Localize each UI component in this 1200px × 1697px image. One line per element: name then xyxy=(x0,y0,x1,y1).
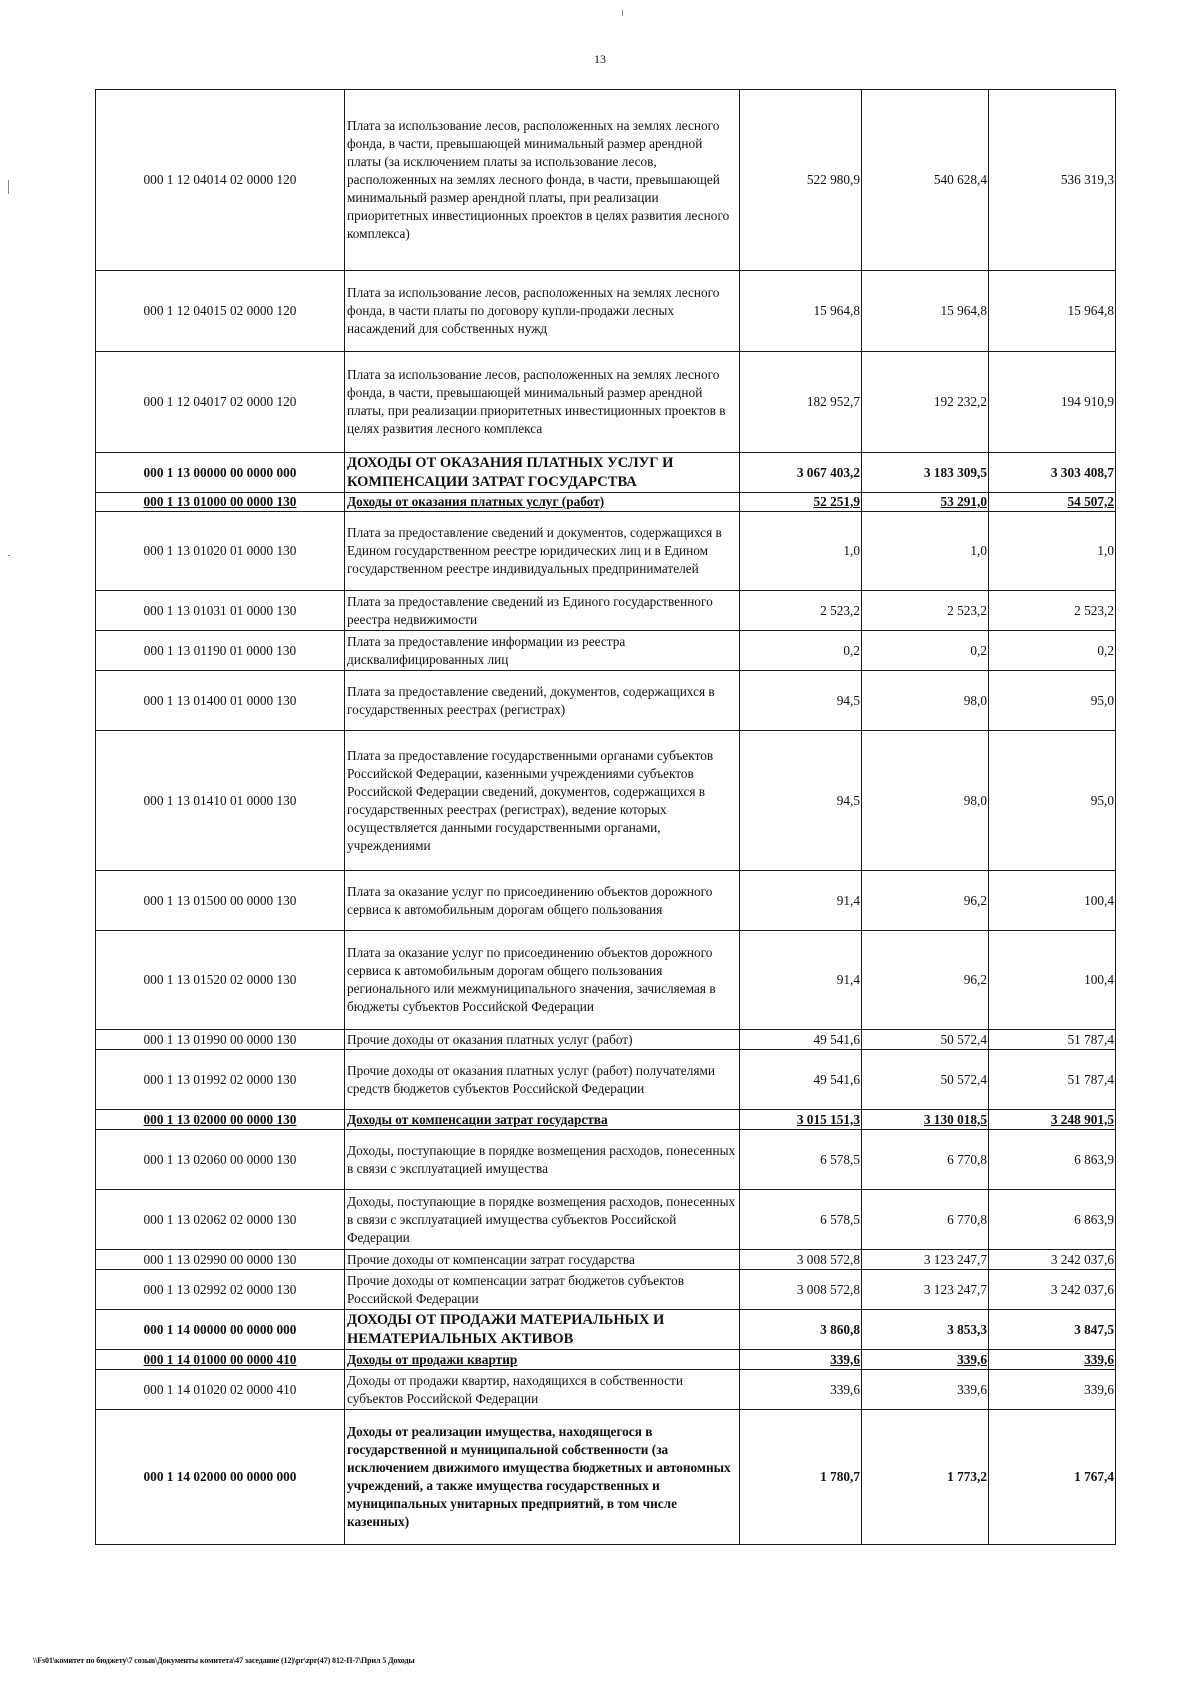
table-row xyxy=(96,931,1116,1030)
row-value-text: 53 291,0 xyxy=(940,494,987,509)
scan-edge-mark xyxy=(8,555,10,556)
row-value-1: 0,2 xyxy=(740,631,862,671)
table-row xyxy=(96,631,1116,671)
table-row xyxy=(96,671,1116,731)
row-description: Плата за предоставление информации из реестра дисквалифицированных лиц xyxy=(345,631,740,671)
row-code: 000 1 13 01990 00 0000 130 xyxy=(96,1030,345,1050)
row-value-2: 50 572,4 xyxy=(862,1030,989,1050)
row-value-2: 3 183 309,5 xyxy=(862,453,989,493)
table-row xyxy=(96,271,1116,352)
row-value-3: 3 847,5 xyxy=(989,1310,1116,1350)
row-code-text: 000 1 13 02000 00 0000 130 xyxy=(143,1111,297,1127)
table-row xyxy=(96,1130,1116,1190)
row-code: 000 1 14 00000 00 0000 000 xyxy=(96,1310,345,1350)
row-value-1: 91,4 xyxy=(740,871,862,931)
row-value-1: 15 964,8 xyxy=(740,271,862,352)
row-value-3: 3 242 037,6 xyxy=(989,1250,1116,1270)
row-description: Плата за оказание услуг по присоединению объектов дорожного сервиса к автомобильным дорогам общего пользования регионального или межмуниципального значения, зачисляемая в бюджеты субъектов Российской Федерации xyxy=(345,931,740,1030)
row-value-3: 1 767,4 xyxy=(989,1410,1116,1545)
row-value-2: 98,0 xyxy=(862,731,989,871)
row-value-3 xyxy=(989,493,1116,512)
table-row-subtotal xyxy=(96,1110,1116,1130)
row-value-1: 339,6 xyxy=(740,1370,862,1410)
row-value-text: 339,6 xyxy=(957,1351,987,1367)
row-description: ДОХОДЫ ОТ ПРОДАЖИ МАТЕРИАЛЬНЫХ И НЕМАТЕРИАЛЬНЫХ АКТИВОВ xyxy=(345,1310,740,1350)
row-value-text: 3 015 151,3 xyxy=(796,1111,860,1127)
row-value-2: 50 572,4 xyxy=(862,1050,989,1110)
row-code: 000 1 13 02062 02 0000 130 xyxy=(96,1190,345,1250)
row-description: Доходы, поступающие в порядке возмещения расходов, понесенных в связи с эксплуатацией имущества субъектов Российской Федерации xyxy=(345,1190,740,1250)
row-code: 000 1 13 01500 00 0000 130 xyxy=(96,871,345,931)
table-row xyxy=(96,1270,1116,1310)
table-row xyxy=(96,352,1116,453)
row-value-2: 98,0 xyxy=(862,671,989,731)
row-code-text: 000 1 14 01000 00 0000 410 xyxy=(143,1351,297,1367)
row-value-2: 2 523,2 xyxy=(862,591,989,631)
row-value-2: 6 770,8 xyxy=(862,1190,989,1250)
row-description: Доходы от реализации имущества, находящегося в государственной и муниципальной собственности (за исключением движимого имущества бюджетных и автономных учреждений, а также имущества государственных и муниципальных унитарных предприятий, в том числе казенных) xyxy=(345,1410,740,1545)
row-description: Плата за предоставление сведений и документов, содержащихся в Едином государственном реестре юридических лиц и в Едином государственном реестре индивидуальных предпринимателей xyxy=(345,512,740,591)
row-code: 000 1 13 01031 01 0000 130 xyxy=(96,591,345,631)
row-value-3: 2 523,2 xyxy=(989,591,1116,631)
row-value-text: 339,6 xyxy=(830,1351,860,1367)
table-row xyxy=(96,90,1116,271)
row-value-2: 3 853,3 xyxy=(862,1310,989,1350)
row-value-3 xyxy=(989,1110,1116,1130)
row-value-2: 3 123 247,7 xyxy=(862,1270,989,1310)
table-row xyxy=(96,871,1116,931)
table-row-section-heading xyxy=(96,1310,1116,1350)
row-value-1: 91,4 xyxy=(740,931,862,1030)
row-value-3: 15 964,8 xyxy=(989,271,1116,352)
row-value-1: 182 952,7 xyxy=(740,352,862,453)
row-description: Прочие доходы от оказания платных услуг (работ) xyxy=(345,1030,740,1050)
row-value-1: 3 067 403,2 xyxy=(740,453,862,493)
row-code: 000 1 12 04015 02 0000 120 xyxy=(96,271,345,352)
table-row xyxy=(96,1370,1116,1410)
row-description: Прочие доходы от компенсации затрат государства xyxy=(345,1250,740,1270)
row-value-3: 100,4 xyxy=(989,931,1116,1030)
row-description: ДОХОДЫ ОТ ОКАЗАНИЯ ПЛАТНЫХ УСЛУГ И КОМПЕНСАЦИИ ЗАТРАТ ГОСУДАРСТВА xyxy=(345,453,740,493)
row-description: Плата за предоставление государственными органами субъектов Российской Федерации, казенными учреждениями субъектов Российской Федерации сведений, документов, содержащихся в государственных реестрах (регистрах), ведение которых осуществляется данными государственными органами, учреждениями xyxy=(345,731,740,871)
row-value-3: 0,2 xyxy=(989,631,1116,671)
row-value-2 xyxy=(862,1350,989,1370)
row-code: 000 1 13 01400 01 0000 130 xyxy=(96,671,345,731)
row-value-3: 1,0 xyxy=(989,512,1116,591)
row-description: Доходы от продажи квартир, находящихся в собственности субъектов Российской Федерации xyxy=(345,1370,740,1410)
row-value-1: 3 860,8 xyxy=(740,1310,862,1350)
row-code: 000 1 12 04014 02 0000 120 xyxy=(96,90,345,271)
page-number: 13 xyxy=(594,52,606,66)
row-code: 000 1 13 01992 02 0000 130 xyxy=(96,1050,345,1110)
table-row-subtotal xyxy=(96,493,1116,512)
row-code: 000 1 13 02990 00 0000 130 xyxy=(96,1250,345,1270)
row-value-2 xyxy=(862,1110,989,1130)
row-value-3 xyxy=(989,1350,1116,1370)
row-code: 000 1 13 00000 00 0000 000 xyxy=(96,453,345,493)
row-value-text: 3 248 901,5 xyxy=(1050,1111,1114,1127)
row-value-3: 100,4 xyxy=(989,871,1116,931)
row-value-1: 49 541,6 xyxy=(740,1030,862,1050)
row-code: 000 1 13 02992 02 0000 130 xyxy=(96,1270,345,1310)
row-value-text: 339,6 xyxy=(1084,1351,1114,1367)
row-value-3: 3 303 408,7 xyxy=(989,453,1116,493)
row-value-2: 1 773,2 xyxy=(862,1410,989,1545)
row-value-text: 3 130 018,5 xyxy=(923,1111,987,1127)
table-row xyxy=(96,1050,1116,1110)
row-value-3: 339,6 xyxy=(989,1370,1116,1410)
row-value-2: 3 123 247,7 xyxy=(862,1250,989,1270)
row-code: 000 1 13 01520 02 0000 130 xyxy=(96,931,345,1030)
row-value-1: 1,0 xyxy=(740,512,862,591)
row-value-2 xyxy=(862,493,989,512)
revenue-table xyxy=(95,89,1116,1545)
row-value-2: 192 232,2 xyxy=(862,352,989,453)
row-value-2: 96,2 xyxy=(862,871,989,931)
row-code: 000 1 14 02000 00 0000 000 xyxy=(96,1410,345,1545)
row-code: 000 1 14 01020 02 0000 410 xyxy=(96,1370,345,1410)
table-row xyxy=(96,1190,1116,1250)
row-value-1: 6 578,5 xyxy=(740,1190,862,1250)
row-code-text: 000 1 13 01000 00 0000 130 xyxy=(143,494,297,509)
row-code: 000 1 13 01410 01 0000 130 xyxy=(96,731,345,871)
row-value-3: 6 863,9 xyxy=(989,1130,1116,1190)
table-row xyxy=(96,591,1116,631)
row-value-2: 0,2 xyxy=(862,631,989,671)
row-description: Доходы от продажи квартир xyxy=(345,1350,740,1370)
table-row xyxy=(96,1250,1116,1270)
row-value-1: 49 541,6 xyxy=(740,1050,862,1110)
table-row xyxy=(96,1030,1116,1050)
row-value-3: 51 787,4 xyxy=(989,1050,1116,1110)
scan-edge-mark xyxy=(622,10,623,16)
row-value-1: 1 780,7 xyxy=(740,1410,862,1545)
row-value-3: 6 863,9 xyxy=(989,1190,1116,1250)
row-value-3: 194 910,9 xyxy=(989,352,1116,453)
row-code xyxy=(96,1110,345,1130)
row-code: 000 1 13 01190 01 0000 130 xyxy=(96,631,345,671)
row-value-1: 522 980,9 xyxy=(740,90,862,271)
row-value-1: 3 008 572,8 xyxy=(740,1270,862,1310)
row-description: Прочие доходы от оказания платных услуг (работ) получателями средств бюджетов субъектов Российской Федерации xyxy=(345,1050,740,1110)
row-value-3: 536 319,3 xyxy=(989,90,1116,271)
row-value-2: 15 964,8 xyxy=(862,271,989,352)
row-value-text: 54 507,2 xyxy=(1067,494,1114,509)
row-code: 000 1 12 04017 02 0000 120 xyxy=(96,352,345,453)
row-value-1: 94,5 xyxy=(740,671,862,731)
row-value-1: 6 578,5 xyxy=(740,1130,862,1190)
row-value-1: 94,5 xyxy=(740,731,862,871)
row-description: Прочие доходы от компенсации затрат бюджетов субъектов Российской Федерации xyxy=(345,1270,740,1310)
row-description: Доходы от компенсации затрат государства xyxy=(345,1110,740,1130)
row-value-3: 95,0 xyxy=(989,731,1116,871)
table-row xyxy=(96,512,1116,591)
row-value-1: 2 523,2 xyxy=(740,591,862,631)
row-code xyxy=(96,1350,345,1370)
row-description: Доходы от оказания платных услуг (работ) xyxy=(345,493,740,512)
footer-file-path: \\Fs01\комитет по бюджету\7 созыв\Документы комитета\47 заседание (12)\pr\zpr(47) 812-П-7\Прил 5 Доходы xyxy=(33,1656,415,1665)
row-value-2: 540 628,4 xyxy=(862,90,989,271)
row-value-2: 1,0 xyxy=(862,512,989,591)
table-row xyxy=(96,731,1116,871)
row-value-1 xyxy=(740,493,862,512)
row-description: Плата за использование лесов, расположенных на землях лесного фонда, в части, превышающей минимальный размер арендной платы (за исключением платы за использование лесов, расположенных на землях лесного фонда, в части, превышающей минимальный размер арендной платы, при реализации приоритетных инвестиционных проектов в целях развития лесного комплекса) xyxy=(345,90,740,271)
row-value-2: 339,6 xyxy=(862,1370,989,1410)
row-code: 000 1 13 01020 01 0000 130 xyxy=(96,512,345,591)
row-value-text: 52 251,9 xyxy=(813,494,860,509)
table-row-subtotal xyxy=(96,1350,1116,1370)
row-description: Плата за предоставление сведений из Единого государственного реестра недвижимости xyxy=(345,591,740,631)
row-value-3: 95,0 xyxy=(989,671,1116,731)
scan-edge-mark xyxy=(8,180,9,194)
row-value-1: 3 008 572,8 xyxy=(740,1250,862,1270)
row-code xyxy=(96,493,345,512)
row-value-3: 3 242 037,6 xyxy=(989,1270,1116,1310)
row-code: 000 1 13 02060 00 0000 130 xyxy=(96,1130,345,1190)
row-value-1 xyxy=(740,1350,862,1370)
table-row xyxy=(96,1410,1116,1545)
row-description: Плата за использование лесов, расположенных на землях лесного фонда, в части, превышающей минимальный размер арендной платы, при реализации приоритетных инвестиционных проектов в целях развития лесного комплекса xyxy=(345,352,740,453)
row-description: Плата за оказание услуг по присоединению объектов дорожного сервиса к автомобильным дорогам общего пользования xyxy=(345,871,740,931)
row-description: Плата за использование лесов, расположенных на землях лесного фонда, в части платы по договору купли-продажи лесных насаждений для собственных нужд xyxy=(345,271,740,352)
row-value-2: 6 770,8 xyxy=(862,1130,989,1190)
row-value-2: 96,2 xyxy=(862,931,989,1030)
row-value-1 xyxy=(740,1110,862,1130)
row-description: Плата за предоставление сведений, документов, содержащихся в государственных реестрах (регистрах) xyxy=(345,671,740,731)
table-row-section-heading xyxy=(96,453,1116,493)
row-value-3: 51 787,4 xyxy=(989,1030,1116,1050)
row-description: Доходы, поступающие в порядке возмещения расходов, понесенных в связи с эксплуатацией имущества xyxy=(345,1130,740,1190)
